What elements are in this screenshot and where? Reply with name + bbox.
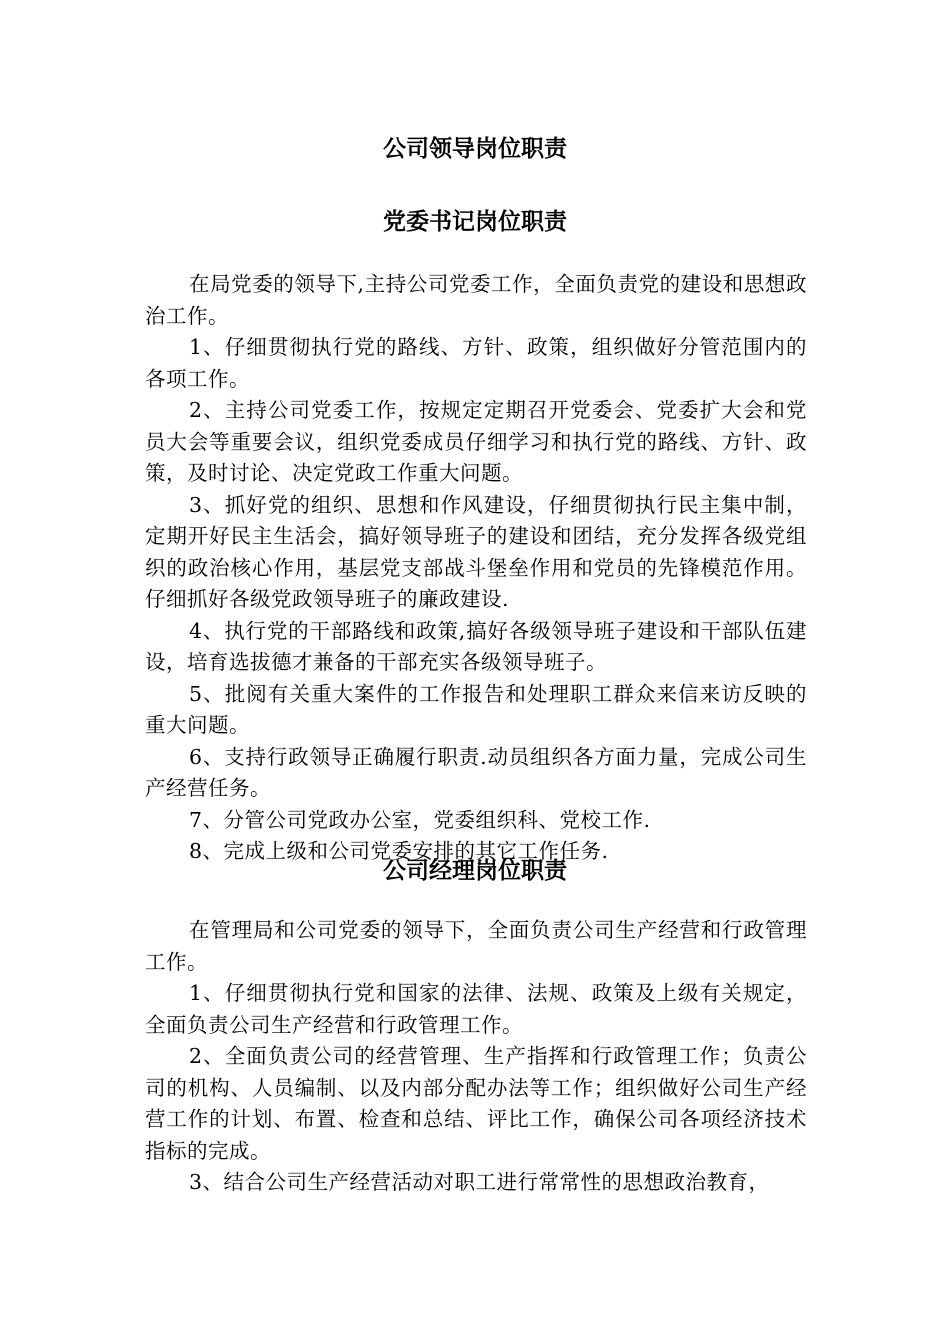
paragraph: 4、执行党的干部路线和政策,搞好各级领导班子建设和干部队伍建设，培育选拔德才兼备的干部充实各级领导班子。 — [145, 618, 807, 674]
paragraph: 在管理局和公司党委的领导下，全面负责公司生产经营和行政管理工作。 — [145, 918, 807, 974]
paragraph: 5、批阅有关重大案件的工作报告和处理职工群众来信来访反映的重大问题。 — [145, 681, 807, 737]
paragraph: 8、完成上级和公司党委安排的其它工作任务. — [189, 839, 609, 863]
paragraph: 1、仔细贯彻执行党和国家的法律、法规、政策及上级有关规定，全面负责公司生产经营和行政管理工作。 — [145, 981, 807, 1037]
paragraph: 在局党委的领导下,主持公司党委工作，全面负责党的建设和思想政治工作。 — [145, 272, 807, 328]
paragraph: 3、结合公司生产经营活动对职工进行常常性的思想政治教育， — [189, 1170, 770, 1194]
paragraph: 2、全面负责公司的经营管理、生产指挥和行政管理工作；负责公司的机构、人员编制、以及内部分配办法等工作；组织做好公司生产经营工作的计划、布置、检查和总结、评比工作，确保公司各项经济技术指标的完成。 — [145, 1044, 807, 1163]
section-heading-party-secretary: 党委书记岗位职责 — [383, 209, 567, 235]
section-body-party-secretary — [145, 269, 807, 868]
paragraph: 3、抓好党的组织、思想和作风建设，仔细贯彻执行民主集中制，定期开好民主生活会，搞好领导班子的建设和团结，充分发挥各级党组织的政治核心作用，基层党支部战斗堡垒作用和党员的先锋模范作用。仔细抓好各级党政领导班子的廉政建设. — [145, 492, 807, 611]
paragraph: 1、仔细贯彻执行党的路线、方针、政策，组织做好分管范围内的各项工作。 — [145, 335, 807, 391]
document-title: 公司领导岗位职责 — [383, 136, 567, 162]
paragraph: 6、支持行政领导正确履行职责.动员组织各方面力量，完成公司生产经营任务。 — [145, 744, 807, 800]
section-heading-company-manager: 公司经理岗位职责 — [383, 858, 567, 884]
paragraph: 2、主持公司党委工作，按规定定期召开党委会、党委扩大会和党员大会等重要会议，组织党委成员仔细学习和执行党的路线、方针、政策，及时讨论、决定党政工作重大问题。 — [145, 398, 807, 485]
paragraph: 7、分管公司党政办公室，党委组织科、党校工作. — [189, 807, 651, 832]
section-body-company-manager — [145, 915, 807, 1199]
